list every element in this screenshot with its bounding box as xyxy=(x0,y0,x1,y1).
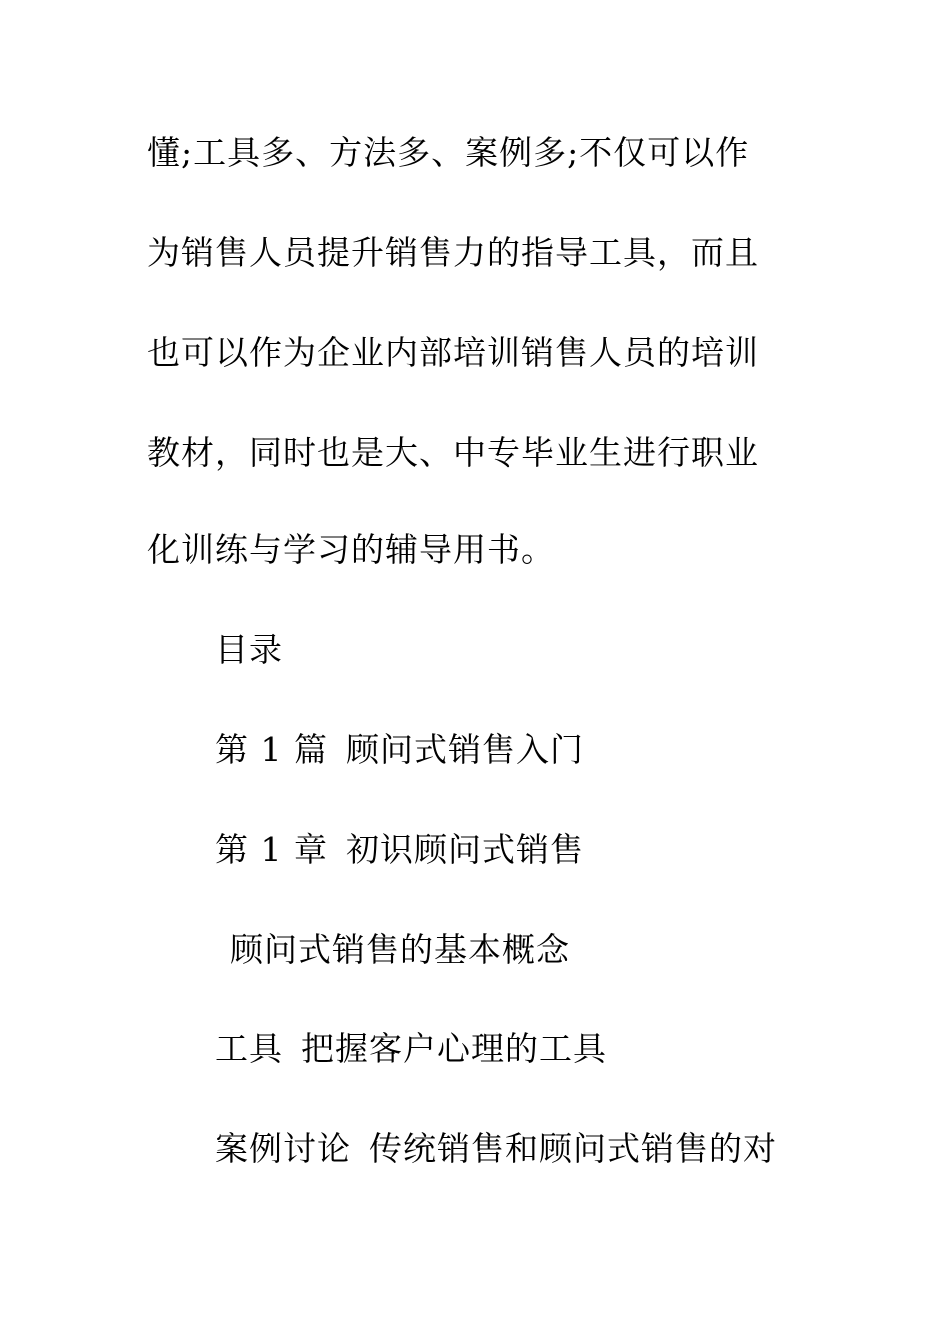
paragraph-line-4: 教材，同时也是大、中专毕业生进行职业 xyxy=(147,433,759,472)
paragraph-line-2: 为销售人员提升销售力的指导工具，而且 xyxy=(147,233,759,272)
toc-entry xyxy=(215,730,584,770)
paragraph-line-3: 也可以作为企业内部培训销售人员的培训 xyxy=(147,333,759,372)
toc-entry xyxy=(215,1129,777,1169)
toc-entry-title: 顾问式销售入门 xyxy=(345,730,584,769)
toc-entry xyxy=(230,930,570,970)
toc-entry-label: 第 1 篇 xyxy=(215,730,328,769)
paragraph-line-5: 化训练与学习的辅导用书。 xyxy=(147,530,555,569)
toc-entry-label: 案例讨论 xyxy=(215,1129,351,1168)
paragraph-line-1: 懂;工具多、方法多、案例多;不仅可以作 xyxy=(147,133,750,172)
toc-entry-label: 工具 xyxy=(215,1029,283,1068)
toc-entry xyxy=(215,1029,607,1069)
toc-entry-title: 传统销售和顾问式销售的对 xyxy=(369,1129,777,1168)
toc-entry xyxy=(215,830,584,870)
toc-entry-title: 初识顾问式销售 xyxy=(345,830,584,869)
toc-entry-title: 顾问式销售的基本概念 xyxy=(230,930,570,969)
toc-entry-title: 把握客户心理的工具 xyxy=(301,1029,607,1068)
toc-entry-label: 第 1 章 xyxy=(215,830,328,869)
toc-heading: 目录 xyxy=(215,630,283,669)
